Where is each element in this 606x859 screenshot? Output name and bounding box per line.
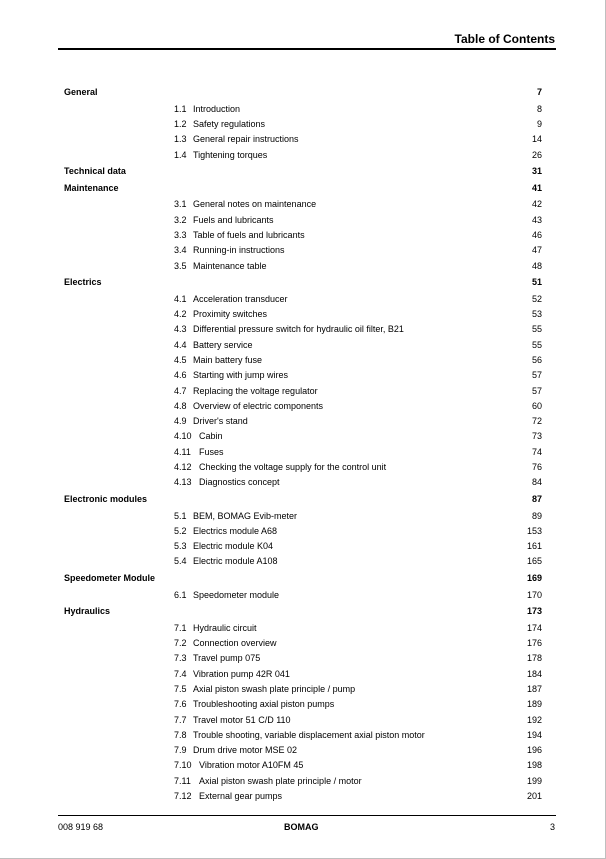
toc-entry-number: 5.4 [174,556,187,566]
toc-subsection-entry[interactable] [64,789,542,803]
toc-entry-number: 3.2 [174,215,187,225]
toc-entry-page: 161 [526,541,542,551]
toc-entry-page: 184 [526,669,542,679]
toc-entry-number: 4.12 [174,462,192,472]
toc-entry-number: 4.1 [174,294,187,304]
toc-entry-title: Vibration motor A10FM 45 [199,760,304,770]
toc-entry-title: Hydraulic circuit [193,623,257,633]
toc-entry-number: 7.4 [174,669,187,679]
toc-entry-page: 57 [531,370,542,380]
toc-entry-title: Acceleration transducer [193,294,288,304]
toc-entry-page: 169 [526,573,542,583]
toc-subsection-entry[interactable] [64,728,542,742]
toc-entry-page: 42 [531,199,542,209]
toc-entry-page: 74 [531,447,542,457]
toc-entry-number: 1.1 [174,104,187,114]
toc-subsection-entry[interactable] [64,117,542,131]
toc-entry-page: 55 [531,324,542,334]
toc-entry-title: Electronic modules [64,494,148,504]
toc-entry-title: Technical data [64,166,126,176]
toc-entry-title: General repair instructions [193,134,299,144]
toc-entry-title: Electric module A108 [193,556,278,566]
toc-entry-title: Overview of electric components [193,401,324,411]
toc-entry-number: 7.2 [174,638,187,648]
toc-subsection-entry[interactable] [64,353,542,367]
toc-entry-title: Fuels and lubricants [193,215,274,225]
toc-entry-number: 1.4 [174,150,187,160]
toc-entry-title: Electrics [64,277,102,287]
toc-entry-title: Electrics module A68 [193,526,278,536]
toc-entry-title: Travel motor 51 C/D 110 [193,715,291,725]
toc-subsection-entry[interactable] [64,713,542,727]
toc-entry-title: Maintenance [64,183,119,193]
toc-entry-page: 43 [531,215,542,225]
toc-entry-page: 201 [526,791,542,801]
toc-entry-title: Replacing the voltage regulator [193,386,318,396]
toc-entry-title: Fuses [199,447,224,457]
toc-entry-number: 7.5 [174,684,187,694]
page-header-title: Table of Contents [454,32,555,46]
toc-entry-title: General [64,87,98,97]
toc-entry-page: 73 [531,431,542,441]
toc-entry-number: 7.10 [174,760,192,770]
toc-entry-page: 53 [531,309,542,319]
toc-entry-title: Cabin [199,431,223,441]
toc-subsection-entry[interactable] [64,460,542,474]
toc-subsection-entry[interactable] [64,539,542,553]
toc-entry-title: Drum drive motor MSE 02 [193,745,298,755]
toc-entry-title: Maintenance table [193,261,267,271]
toc-entry-number: 3.1 [174,199,187,209]
toc-subsection-entry[interactable] [64,197,542,211]
toc-entry-number: 1.3 [174,134,187,144]
toc-entry-number: 3.5 [174,261,187,271]
toc-entry-number: 6.1 [174,590,187,600]
toc-entry-page: 165 [526,556,542,566]
toc-entry-number: 4.10 [174,431,192,441]
toc-subsection-entry[interactable] [64,399,542,413]
toc-entry-page: 56 [531,355,542,365]
toc-entry-page: 176 [526,638,542,648]
toc-subsection-entry[interactable] [64,243,542,257]
toc-entry-page: 60 [531,401,542,411]
toc-entry-title: Connection overview [193,638,277,648]
toc-entry-number: 4.6 [174,370,187,380]
toc-entry-number: 7.11 [174,776,191,786]
toc-entry-page: 57 [531,386,542,396]
toc-entry-number: 7.6 [174,699,187,709]
toc-subsection-entry[interactable] [64,588,542,602]
toc-subsection-entry[interactable] [64,697,542,711]
table-of-contents [64,0,542,859]
toc-subsection-entry[interactable] [64,554,542,568]
toc-entry-number: 4.5 [174,355,187,365]
toc-entry-number: 7.3 [174,653,187,663]
toc-entry-page: 199 [526,776,542,786]
toc-entry-title: Speedometer module [193,590,280,600]
toc-entry-title: Trouble shooting, variable displacement axial piston motor [193,730,425,740]
toc-entry-number: 7.9 [174,745,187,755]
toc-entry-title: Running-in instructions [193,245,285,255]
toc-entry-page: 41 [531,183,542,193]
toc-subsection-entry[interactable] [64,743,542,757]
toc-entry-number: 5.1 [174,511,187,521]
toc-entry-page: 31 [531,166,542,176]
toc-entry-page: 170 [526,590,542,600]
toc-subsection-entry[interactable] [64,102,542,116]
toc-entry-title: Tightening torques [193,150,268,160]
toc-entry-number: 4.13 [174,477,192,487]
footer-page-number: 3 [549,822,555,832]
footer-doc-number: 008 919 68 [58,822,104,832]
toc-entry-title: Diagnostics concept [199,477,280,487]
toc-entry-page: 173 [526,606,542,616]
toc-subsection-entry[interactable] [64,213,542,227]
toc-entry-page: 89 [531,511,542,521]
toc-entry-page: 192 [526,715,542,725]
toc-section-entry[interactable] [64,164,542,178]
toc-entry-page: 8 [536,104,542,114]
toc-entry-page: 187 [526,684,542,694]
toc-entry-page: 196 [526,745,542,755]
toc-entry-page: 47 [531,245,542,255]
toc-entry-number: 4.8 [174,401,187,411]
toc-entry-number: 7.1 [174,623,187,633]
toc-entry-number: 4.2 [174,309,187,319]
toc-entry-number: 3.4 [174,245,187,255]
toc-entry-page: 198 [526,760,542,770]
toc-entry-title: Battery service [193,340,253,350]
toc-entry-number: 4.3 [174,324,187,334]
toc-subsection-entry[interactable] [64,307,542,321]
toc-subsection-entry[interactable] [64,445,542,459]
toc-entry-title: Starting with jump wires [193,370,289,380]
toc-entry-title: Table of fuels and lubricants [193,230,305,240]
toc-entry-page: 178 [526,653,542,663]
toc-entry-number: 7.12 [174,791,192,801]
toc-entry-page: 174 [526,623,542,633]
toc-entry-number: 5.2 [174,526,187,536]
toc-entry-page: 153 [526,526,542,536]
toc-entry-title: Safety regulations [193,119,266,129]
toc-subsection-entry[interactable] [64,429,542,443]
toc-subsection-entry[interactable] [64,414,542,428]
toc-entry-page: 52 [531,294,542,304]
toc-entry-title: Axial piston swash plate principle / motor [199,776,362,786]
toc-section-entry[interactable] [64,85,542,99]
toc-entry-number: 5.3 [174,541,187,551]
toc-entry-page: 26 [531,150,542,160]
toc-entry-page: 72 [531,416,542,426]
toc-entry-title: Axial piston swash plate principle / pump [193,684,356,694]
toc-section-entry[interactable] [64,571,542,585]
toc-entry-title: Electric module K04 [193,541,274,551]
toc-entry-title: Proximity switches [193,309,268,319]
toc-entry-page: 84 [531,477,542,487]
toc-subsection-entry[interactable] [64,322,542,336]
toc-subsection-entry[interactable] [64,621,542,635]
toc-entry-page: 14 [531,134,542,144]
toc-entry-title: BEM, BOMAG Evib-meter [193,511,298,521]
toc-entry-title: Checking the voltage supply for the control unit [199,462,387,472]
footer-divider [58,815,556,816]
toc-subsection-entry[interactable] [64,292,542,306]
toc-subsection-entry[interactable] [64,636,542,650]
toc-subsection-entry[interactable] [64,228,542,242]
toc-entry-page: 46 [531,230,542,240]
toc-subsection-entry[interactable] [64,132,542,146]
toc-entry-number: 4.11 [174,447,191,457]
toc-entry-title: Speedometer Module [64,573,156,583]
toc-entry-number: 4.7 [174,386,187,396]
toc-entry-number: 7.8 [174,730,187,740]
toc-entry-title: Vibration pump 42R 041 [193,669,290,679]
toc-entry-title: General notes on maintenance [193,199,317,209]
toc-entry-page: 7 [536,87,542,97]
toc-subsection-entry[interactable] [64,524,542,538]
toc-entry-number: 4.9 [174,416,187,426]
toc-entry-page: 9 [536,119,542,129]
toc-subsection-entry[interactable] [64,509,542,523]
toc-subsection-entry[interactable] [64,368,542,382]
toc-entry-title: Introduction [193,104,241,114]
toc-section-entry[interactable] [64,492,542,506]
toc-entry-title: Hydraulics [64,606,111,616]
toc-subsection-entry[interactable] [64,475,542,489]
toc-subsection-entry[interactable] [64,384,542,398]
toc-entry-title: Driver's stand [193,416,248,426]
toc-subsection-entry[interactable] [64,338,542,352]
toc-subsection-entry[interactable] [64,651,542,665]
toc-subsection-entry[interactable] [64,259,542,273]
toc-entry-page: 55 [531,340,542,350]
toc-section-entry[interactable] [64,275,542,289]
toc-entry-title: Travel pump 075 [193,653,261,663]
toc-entry-page: 87 [531,494,542,504]
toc-entry-number: 3.3 [174,230,187,240]
toc-subsection-entry[interactable] [64,774,542,788]
toc-entry-number: 7.7 [174,715,187,725]
footer-brand: BOMAG [284,822,319,832]
toc-entry-page: 51 [531,277,542,287]
toc-entry-number: 1.2 [174,119,187,129]
toc-entry-page: 189 [526,699,542,709]
toc-subsection-entry[interactable] [64,682,542,696]
toc-subsection-entry[interactable] [64,148,542,162]
toc-entry-page: 76 [531,462,542,472]
toc-entry-page: 194 [526,730,542,740]
toc-section-entry[interactable] [64,604,542,618]
toc-entry-page: 48 [531,261,542,271]
toc-entry-title: Main battery fuse [193,355,263,365]
toc-subsection-entry[interactable] [64,758,542,772]
toc-section-entry[interactable] [64,181,542,195]
toc-entry-title: Differential pressure switch for hydraulic oil filter, B21 [193,324,404,334]
toc-entry-number: 4.4 [174,340,187,350]
toc-entry-title: Troubleshooting axial piston pumps [193,699,335,709]
toc-subsection-entry[interactable] [64,667,542,681]
toc-entry-title: External gear pumps [199,791,283,801]
